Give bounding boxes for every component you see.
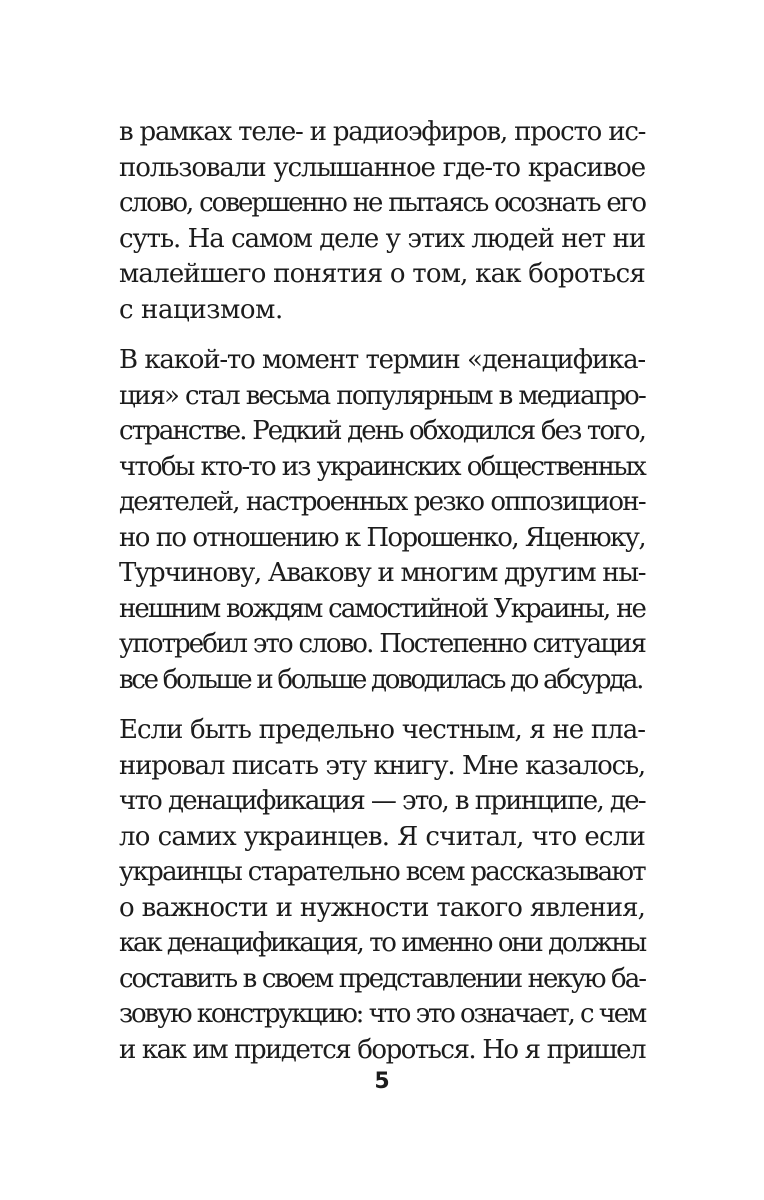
text-line: как денацификация, то именно они должны xyxy=(119,928,645,958)
text-line: но по отношению к Порошенко, Яценюку, xyxy=(119,522,645,553)
text-line: употребил это слово. Постепенно ситуация xyxy=(119,629,645,659)
text-line: о важности и нужности такого явления, xyxy=(119,892,645,923)
text-line: слово, совершенно не пытаясь осознать его xyxy=(119,188,645,218)
paragraph-1 xyxy=(119,115,645,328)
text-line: украинцы старательно всем рассказывают xyxy=(119,857,645,887)
text-line: что денацификация — это, в принципе, де- xyxy=(119,786,645,816)
paragraph-2 xyxy=(119,343,645,698)
text-line: и как им придется бороться. Но я пришел xyxy=(119,1034,645,1065)
text-line: ло самих украинцев. Я считал, что если xyxy=(119,821,645,852)
page-number: 5 xyxy=(374,1069,390,1094)
text-line: В какой-то момент термин «денацифика- xyxy=(119,345,645,375)
text-line: странстве. Редкий день обходился без того, xyxy=(119,416,645,446)
text-line: малейшего понятия о том, как бороться xyxy=(119,259,645,289)
text-line: ция» стал весьма популярным в медиапро- xyxy=(119,380,645,411)
text-line: деятелей, настроенных резко оппозицион- xyxy=(119,487,645,517)
text-line: Турчинову, Авакову и многим другим ны- xyxy=(119,558,646,588)
text-line: нировал писать эту книгу. Мне казалось, xyxy=(119,750,645,781)
text-line: суть. На самом деле у этих людей нет ни xyxy=(119,223,645,254)
text-line: составить в своем представлении некую ба- xyxy=(119,963,645,994)
paragraph-3 xyxy=(119,713,645,1068)
text-line: с нацизмом. xyxy=(119,294,283,325)
text-line: пользовали услышанное где-то красивое xyxy=(119,152,645,183)
text-line: в рамках теле- и радиоэфиров, просто ис- xyxy=(119,117,646,147)
text-line: чтобы кто-то из украинских общественных xyxy=(119,451,645,482)
text-line: нешним вождям самостийной Украины, не xyxy=(119,593,645,624)
text-line: зовую конструкцию: что это означает, с чем xyxy=(119,999,645,1029)
text-line: все больше и больше доводилась до абсурда. xyxy=(119,664,643,695)
text-line: Если быть предельно честным, я не пла- xyxy=(119,715,645,745)
